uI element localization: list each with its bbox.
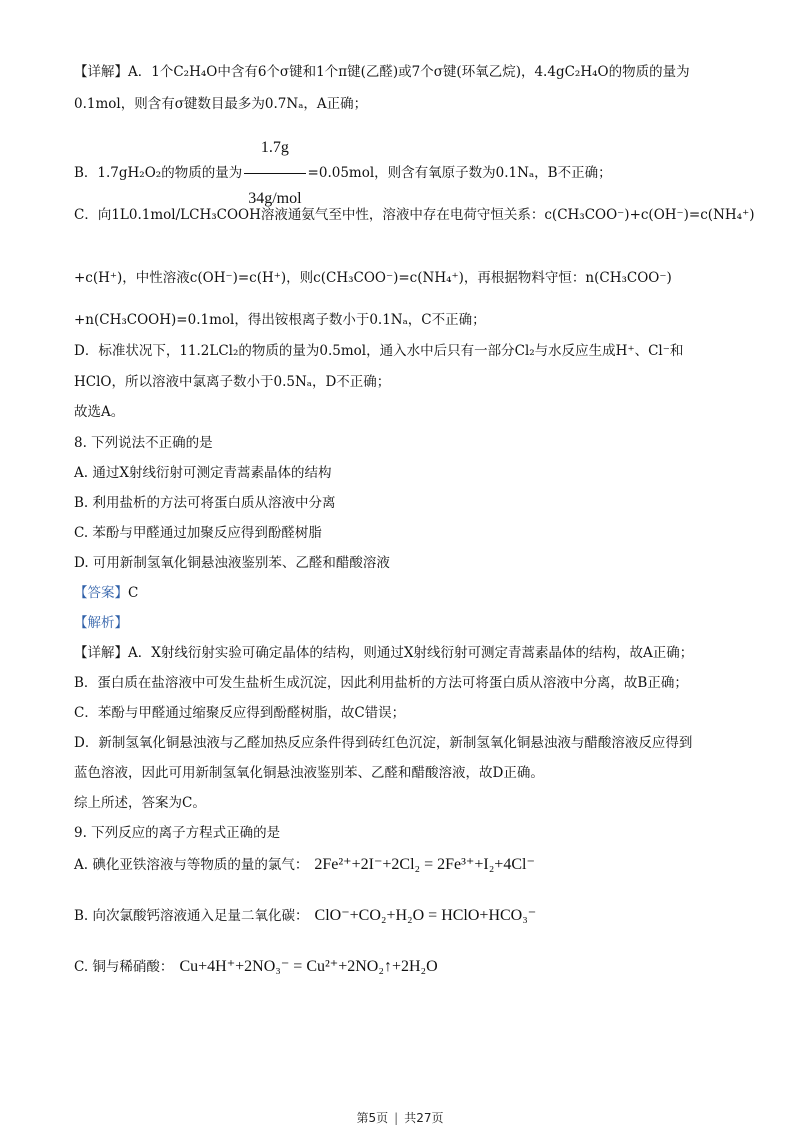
q9-option-a	[74, 852, 740, 878]
q7-detail-c-line2: +c(H⁺)，中性溶液c(OH⁻)=c(H⁺)，则c(CH₃COO⁻)=c(NH₄⁺)，再根据物料守恒：n(CH₃COO⁻)	[74, 270, 672, 286]
q8-stem: 8. 下列说法不正确的是	[74, 435, 213, 451]
q9-option-c-label: C. 铜与稀硝酸：	[74, 959, 174, 975]
q7-detail-a-line1: 【详解】A．1个C₂H₄O中含有6个σ键和1个π键(乙醛)或7个σ键(环氧乙烷)，4.4gC₂H₄O的物质的量为	[74, 64, 690, 80]
page-total: 共27页	[404, 1111, 444, 1125]
q8-answer	[74, 583, 740, 603]
q8-option-c: C. 苯酚与甲醛通过加聚反应得到酚醛树脂	[74, 525, 322, 541]
q9-option-c	[74, 954, 740, 980]
q9-option-b	[74, 903, 740, 929]
q7-detail-c-line3: +n(CH₃COOH)=0.1mol，得出铵根离子数小于0.1Nₐ，C不正确；	[74, 312, 486, 328]
q8-option-d: D. 可用新制氢氧化铜悬浊液鉴别苯、乙醛和醋酸溶液	[74, 555, 390, 571]
analysis-tag: 【解析】	[74, 615, 128, 631]
q7-detail-d-line2: HClO，所以溶液中氯离子数小于0.5Nₐ，D不正确；	[74, 374, 391, 390]
fraction-numerator: 1.7g	[244, 124, 305, 174]
page-footer	[0, 1109, 800, 1126]
q7-detail-d-line1: D．标准状况下，11.2LCl₂的物质的量为0.5mol，通入水中后只有一部分Cl₂与水反应生成H⁺、Cl⁻和	[74, 343, 684, 359]
fraction-denominator: 34g/mol	[248, 190, 302, 207]
q7-detail-b-prefix: B．1.7gH₂O₂的物质的量为	[74, 165, 243, 181]
q9-option-a-label: A. 碘化亚铁溶液与等物质的量的氯气：	[74, 857, 309, 873]
q8-detail-line4: D．新制氢氧化铜悬浊液与乙醛加热反应条件得到砖红色沉淀，新制氢氧化铜悬浊液与醋酸溶液反应得到	[74, 735, 693, 751]
q8-detail-line2: B．蛋白质在盐溶液中可发生盐析生成沉淀，因此利用盐析的方法可将蛋白质从溶液中分离，故B正确；	[74, 675, 688, 691]
answer-tag: 【答案】	[74, 585, 128, 601]
answer-value: C	[128, 585, 139, 601]
q8-detail-line1: 【详解】A．X射线衍射实验可确定晶体的结构，则通过X射线衍射可测定青蒿素晶体的结构，故A正确；	[74, 645, 694, 661]
q8-detail-line3: C．苯酚与甲醛通过缩聚反应得到酚醛树脂，故C错误；	[74, 705, 406, 721]
q8-option-a: A. 通过X射线衍射可测定青蒿素晶体的结构	[74, 465, 332, 481]
q8-detail-line5: 蓝色溶液，因此可用新制氢氧化铜悬浊液鉴别苯、乙醛和醋酸溶液，故D正确。	[74, 765, 544, 781]
q7-detail-a-line2: 0.1mol，则含有σ键数目最多为0.7Nₐ，A正确；	[74, 96, 368, 112]
q7-detail-b-suffix: =0.05mol，则含有氧原子数为0.1Nₐ，B不正确；	[307, 165, 612, 181]
q8-option-b: B. 利用盐析的方法可将蛋白质从溶液中分离	[74, 495, 336, 511]
q9-stem: 9. 下列反应的离子方程式正确的是	[74, 825, 281, 841]
q9-option-b-label: B. 向次氯酸钙溶液通入足量二氧化碳：	[74, 908, 309, 924]
q7-detail-c-line1: C．向1L0.1mol/LCH₃COOH溶液通氨气至中性，溶液中存在电荷守恒关系：c(CH₃COO⁻)+c(OH⁻)=c(NH₄⁺)	[74, 207, 755, 223]
q9-equation-a: 2Fe²⁺+2I⁻+2Cl₂ = 2Fe³⁺+I₂+4Cl⁻	[314, 856, 535, 873]
page-number: 第5页	[356, 1111, 389, 1125]
q9-equation-b: ClO⁻+CO₂+H₂O = HClO+HCO₃⁻	[314, 907, 537, 924]
q9-equation-c: Cu+4H⁺+2NO₃⁻ = Cu²⁺+2NO₂↑+2H₂O	[179, 958, 438, 975]
q7-detail-b-line	[74, 124, 740, 207]
q8-conclusion: 综上所述，答案为C。	[74, 795, 206, 811]
q7-conclusion: 故选A。	[74, 404, 125, 420]
footer-separator: |	[394, 1111, 399, 1125]
